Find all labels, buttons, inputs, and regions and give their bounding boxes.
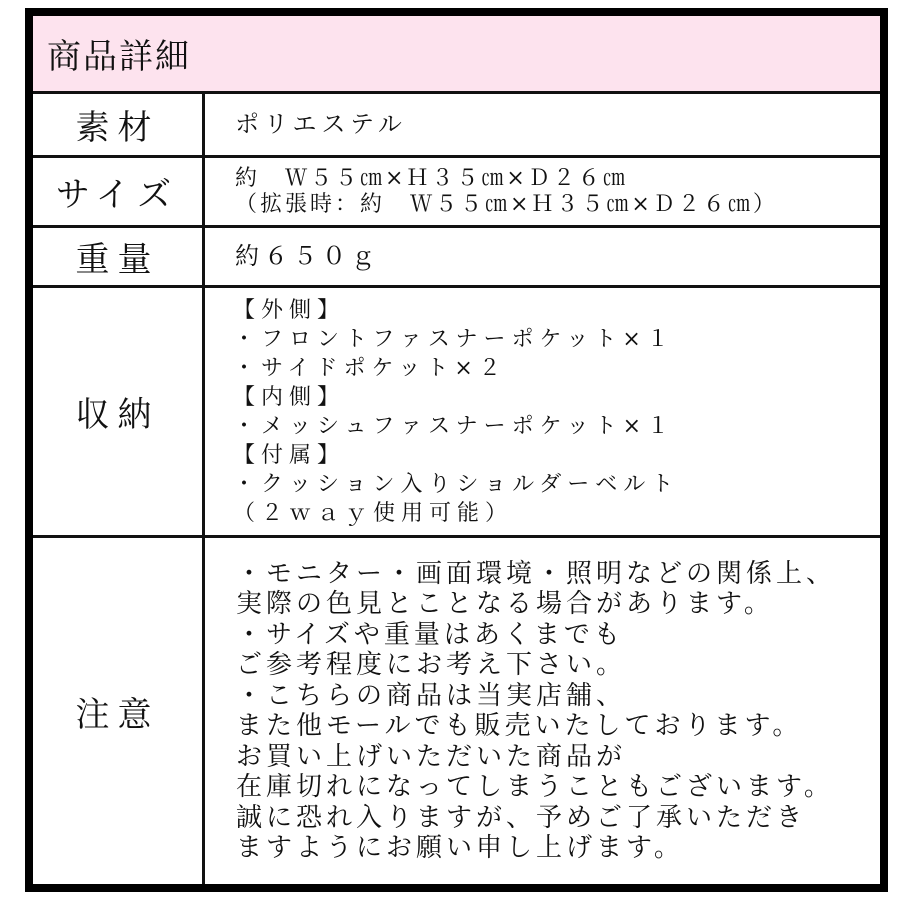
row-value (208, 288, 880, 535)
row-value (208, 538, 880, 884)
row-value (208, 94, 880, 155)
value-line: ・モニター・画面環境・照明などの関係上、 (236, 558, 837, 589)
row-label: 収納 (33, 288, 205, 535)
value-line: 【内側】 (233, 384, 346, 410)
value-line: 【外側】 (233, 297, 346, 323)
row-material (33, 94, 880, 158)
row-label: 重量 (33, 228, 205, 285)
row-storage (33, 288, 880, 538)
value-line: 実際の色見とことなる場合があります。 (236, 589, 774, 619)
value-line: ますようにお願い申し上げます。 (236, 833, 684, 863)
header-title: 商品詳細 (47, 37, 191, 77)
value-line: ・クッション入りショルダーベルト (233, 471, 680, 497)
row-size (33, 158, 880, 228)
value-line: （２ｗａｙ使用可能） (233, 500, 514, 526)
value-line: また他モールでも販売いたしております。 (236, 711, 803, 741)
value-line: 【付属】 (233, 442, 346, 468)
value-line: ・メッシュファスナーポケット×１ (233, 413, 676, 439)
row-label: 素材 (33, 94, 205, 155)
value-line: お買い上げいただいた商品が (236, 741, 627, 772)
row-label: サイズ (33, 158, 205, 225)
value-line: 約６５０ｇ (235, 241, 380, 270)
row-value (208, 228, 880, 285)
row-value (208, 158, 880, 225)
value-line: 在庫切れになってしまうこともございます。 (236, 772, 834, 802)
product-details-table (25, 8, 888, 892)
value-line: （拡張時：約 Ｗ５５㎝×Ｈ３５㎝×Ｄ２６㎝） (235, 191, 778, 217)
value-line: ・フロントファスナーポケット×１ (233, 326, 675, 352)
value-line: ポリエステル (235, 109, 407, 138)
value-line: 誠に恐れ入りますが、予めご了承いただき (236, 802, 807, 833)
value-line: ・こちらの商品は当実店舗、 (236, 680, 627, 711)
table-header (33, 16, 880, 94)
value-line: ・サイズや重量はあくまでも (236, 619, 624, 650)
value-line: 約 Ｗ５５㎝×Ｈ３５㎝×Ｄ２６㎝ (235, 166, 628, 192)
row-label: 注意 (33, 538, 205, 884)
row-weight (33, 228, 880, 288)
row-notes (33, 538, 880, 884)
value-line: ご参考程度にお考え下さい。 (236, 650, 627, 680)
value-line: ・サイドポケット×２ (233, 355, 507, 381)
